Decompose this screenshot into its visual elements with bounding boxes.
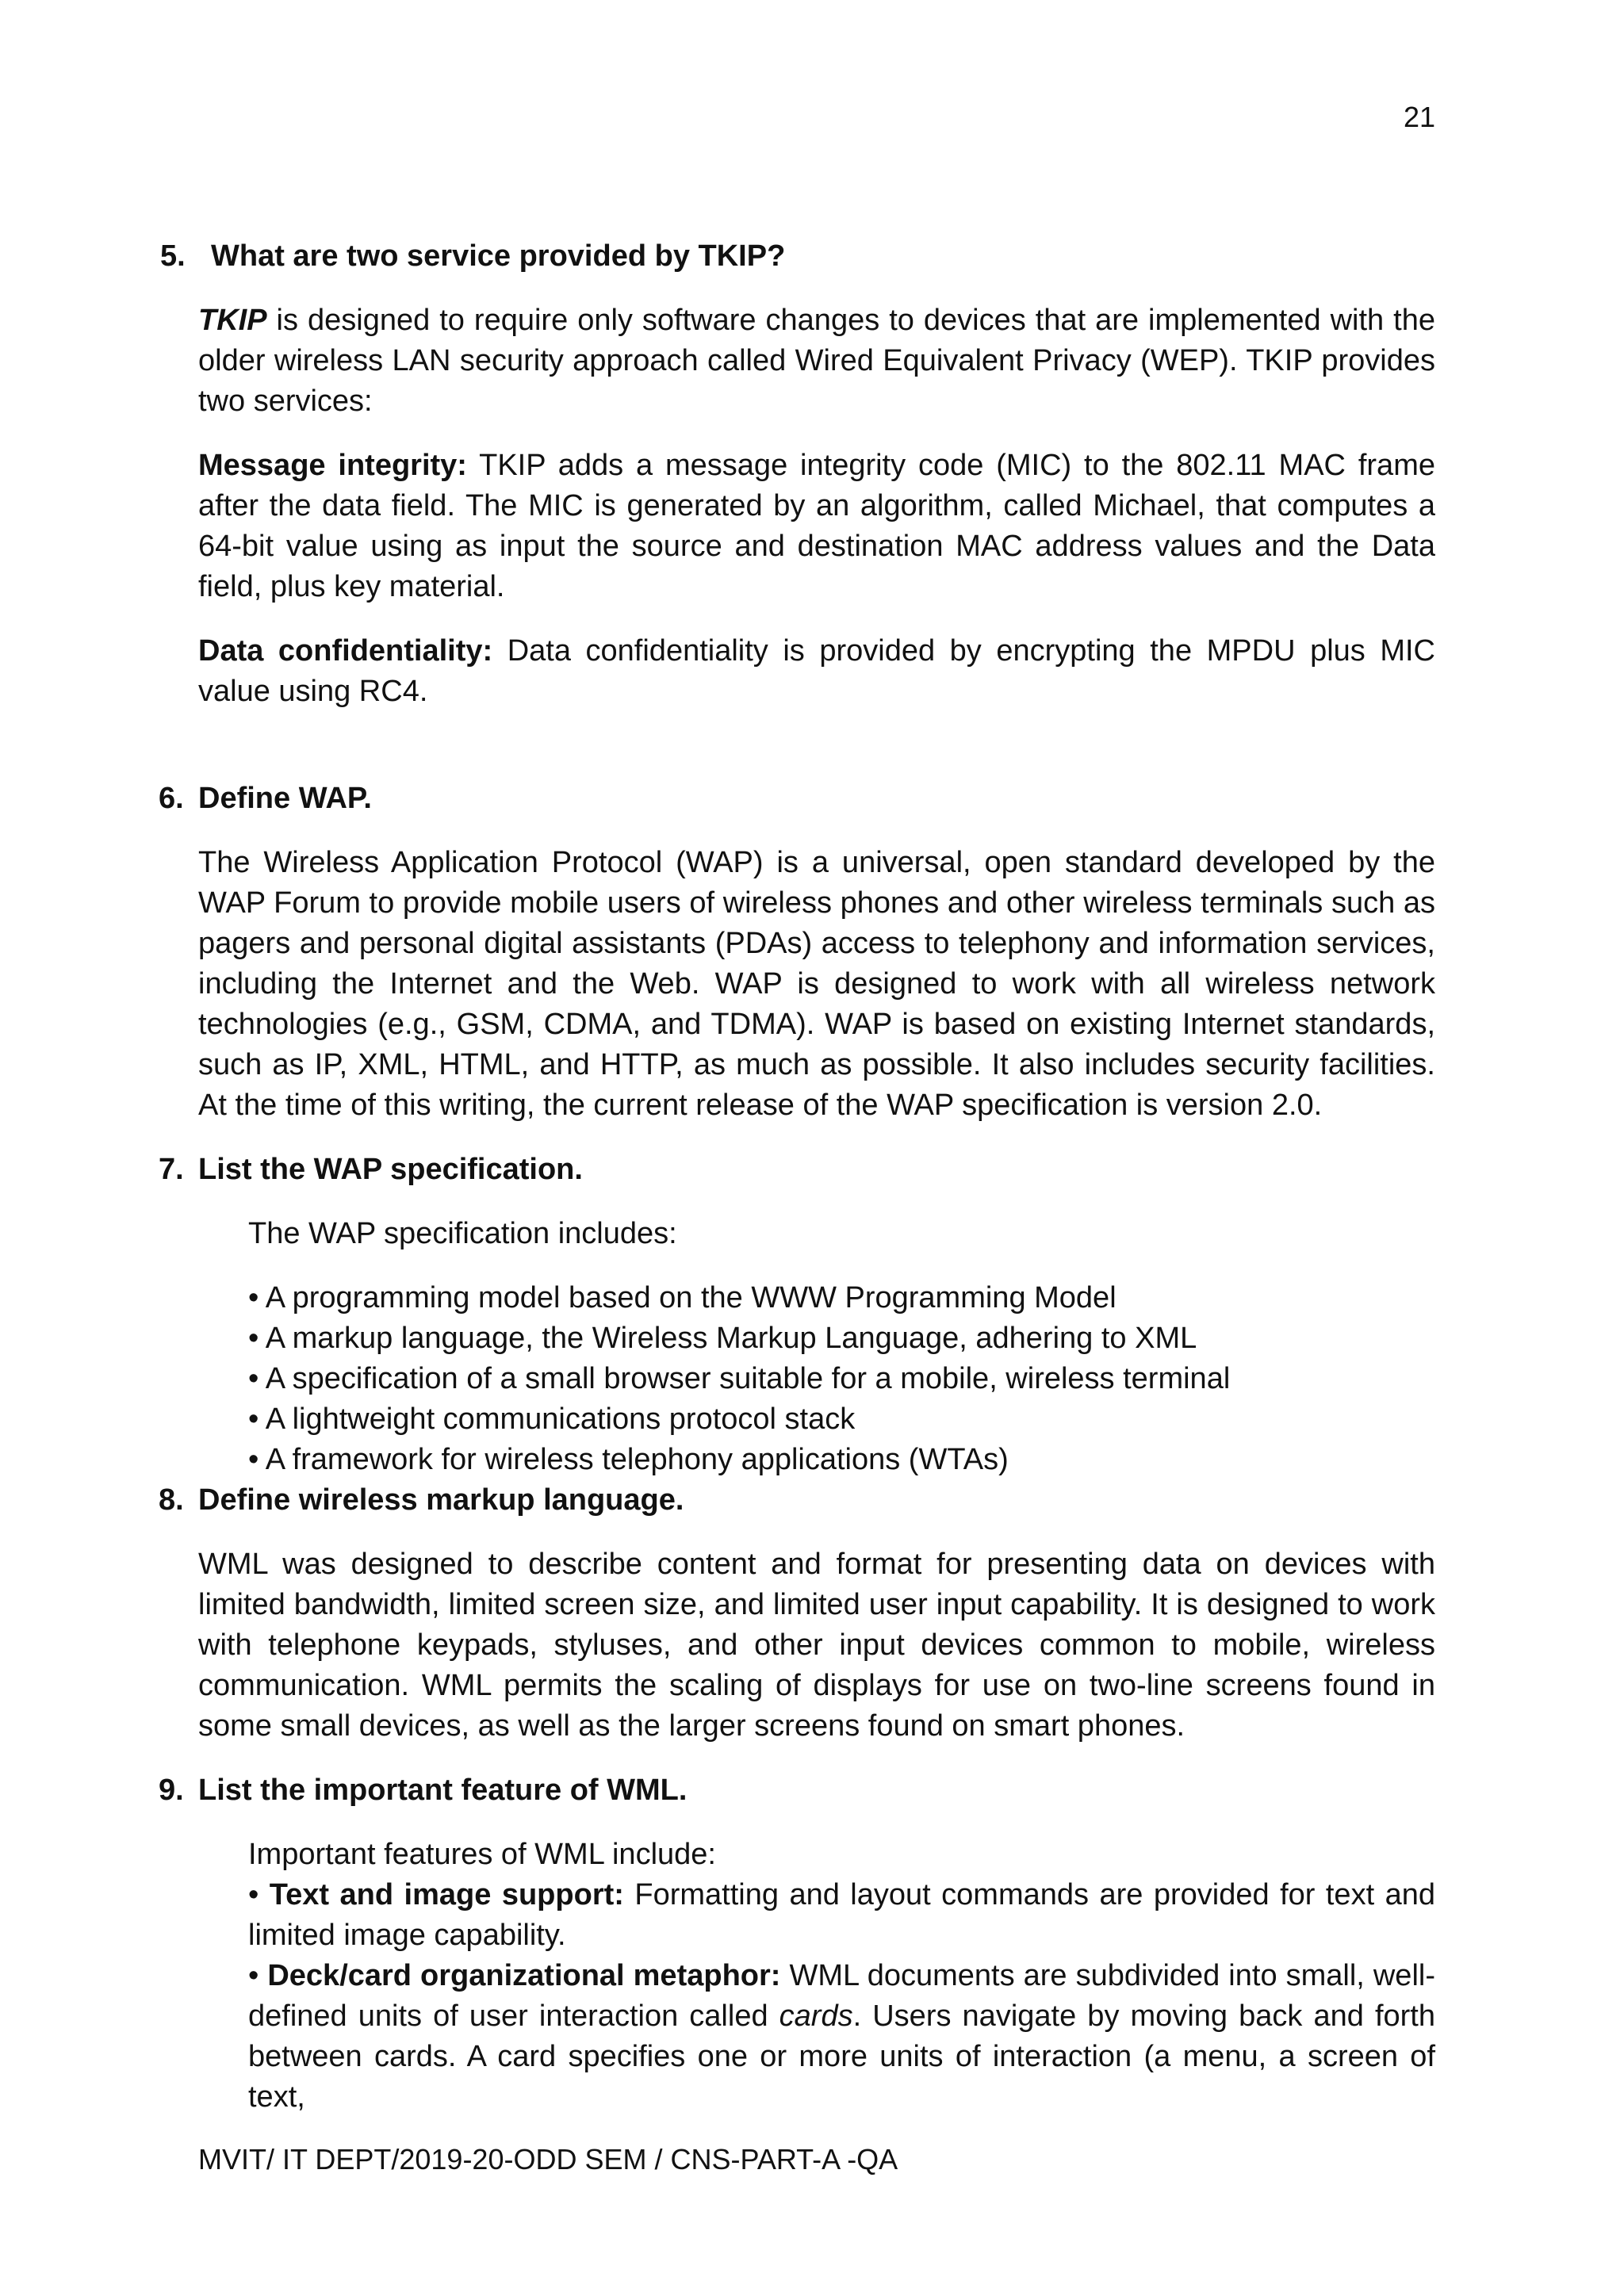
answer-paragraph: The Wireless Application Protocol (WAP) is a universal, open standard developed by the WAP Forum to provide mobile users of wireless phones and other wireless terminals such as pagers and personal digital assistants (PDAs) access to telephony and information services, including the Internet and the Web. WAP is designed to work with all wireless network technologies (e.g., GSM, CDMA, and TDMA). WAP is based on existing Internet standards, such as IP, XML, HTML, and HTTP, as much as possible. It also includes security facilities. At the time of this writing, the current release of the WAP specification is version 2.0.: [198, 846, 1435, 1122]
question-6: [159, 779, 1435, 819]
answer-5: [198, 300, 1435, 712]
answer-9: [248, 1835, 1435, 2118]
answer-8: [198, 1544, 1435, 1747]
list-item: • A framework for wireless telephony applications (WTAs): [248, 1443, 1009, 1476]
question-number: 9.: [159, 1774, 184, 1807]
answer-6: [198, 843, 1435, 1126]
question-5: [159, 236, 1435, 277]
label-text-image-support: Text and image support:: [269, 1878, 624, 1911]
answer-paragraph: Message integrity: TKIP adds a message integrity code (MIC) to the 802.11 MAC frame after the data field. The MIC is generated by an algorithm, called Michael, that computes a 64-bit value using as input the source and destination MAC address values and the Data field, plus key material.: [198, 449, 1435, 603]
feature-item: • Text and image support: Formatting and layout commands are provided for text and limited image capability.: [248, 1878, 1435, 1952]
question-text: Define WAP.: [198, 782, 372, 815]
list-item: • A markup language, the Wireless Markup Language, adhering to XML: [248, 1322, 1197, 1355]
list-item: • A programming model based on the WWW Programming Model: [248, 1281, 1116, 1314]
label-deck-card: Deck/card organizational metaphor:: [267, 1959, 781, 1992]
question-7: [159, 1150, 1435, 1190]
term-cards: cards: [779, 1999, 853, 2033]
question-text: List the important feature of WML.: [198, 1774, 688, 1807]
question-number: 5.: [160, 239, 186, 273]
document-body: [159, 236, 1435, 2118]
question-8: [159, 1480, 1435, 1521]
answer-7: [248, 1214, 1435, 1480]
label-data-confidentiality: Data confidentiality:: [198, 634, 493, 668]
question-number: 6.: [159, 782, 184, 815]
feature-item: • Deck/card organizational metaphor: WML documents are subdivided into small, well-defined units of user interaction called cards. Users navigate by moving back and forth between cards. A card specifies one or more units of interaction (a menu, a screen of text,: [248, 1959, 1435, 2114]
answer-paragraph: Data confidentiality: Data confidentiality is provided by encrypting the MPDU plus MIC value using RC4.: [198, 634, 1435, 708]
question-text: What are two service provided by TKIP?: [211, 239, 786, 273]
question-text: List the WAP specification.: [198, 1153, 583, 1186]
answer-intro: The WAP specification includes:: [248, 1217, 677, 1250]
answer-paragraph: WML was designed to describe content and format for presenting data on devices with limited bandwidth, limited screen size, and limited user input capability. It is designed to work with telephone keypads, styluses, and other input devices common to mobile, wireless communication. WML permits the scaling of displays for use on two-line screens found in some small devices, as well as the larger screens found on smart phones.: [198, 1548, 1435, 1743]
list-item: • A specification of a small browser suitable for a mobile, wireless terminal: [248, 1362, 1231, 1395]
list-item: • A lightweight communications protocol stack: [248, 1402, 856, 1436]
question-9: [159, 1770, 1435, 1811]
spec-list: [248, 1278, 1435, 1480]
page-footer: MVIT/ IT DEPT/2019-20-ODD SEM / CNS-PART-A -QA: [198, 2143, 898, 2175]
question-number: 8.: [159, 1483, 184, 1517]
term-tkip: TKIP: [198, 304, 267, 337]
answer-paragraph: TKIP is designed to require only software changes to devices that are implemented with the older wireless LAN security approach called Wired Equivalent Privacy (WEP). TKIP provides two services:: [198, 304, 1435, 418]
page-number: 21: [1403, 101, 1435, 133]
label-message-integrity: Message integrity:: [198, 449, 467, 482]
answer-intro: Important features of WML include:: [248, 1838, 716, 1871]
question-text: Define wireless markup language.: [198, 1483, 684, 1517]
question-number: 7.: [159, 1153, 184, 1186]
